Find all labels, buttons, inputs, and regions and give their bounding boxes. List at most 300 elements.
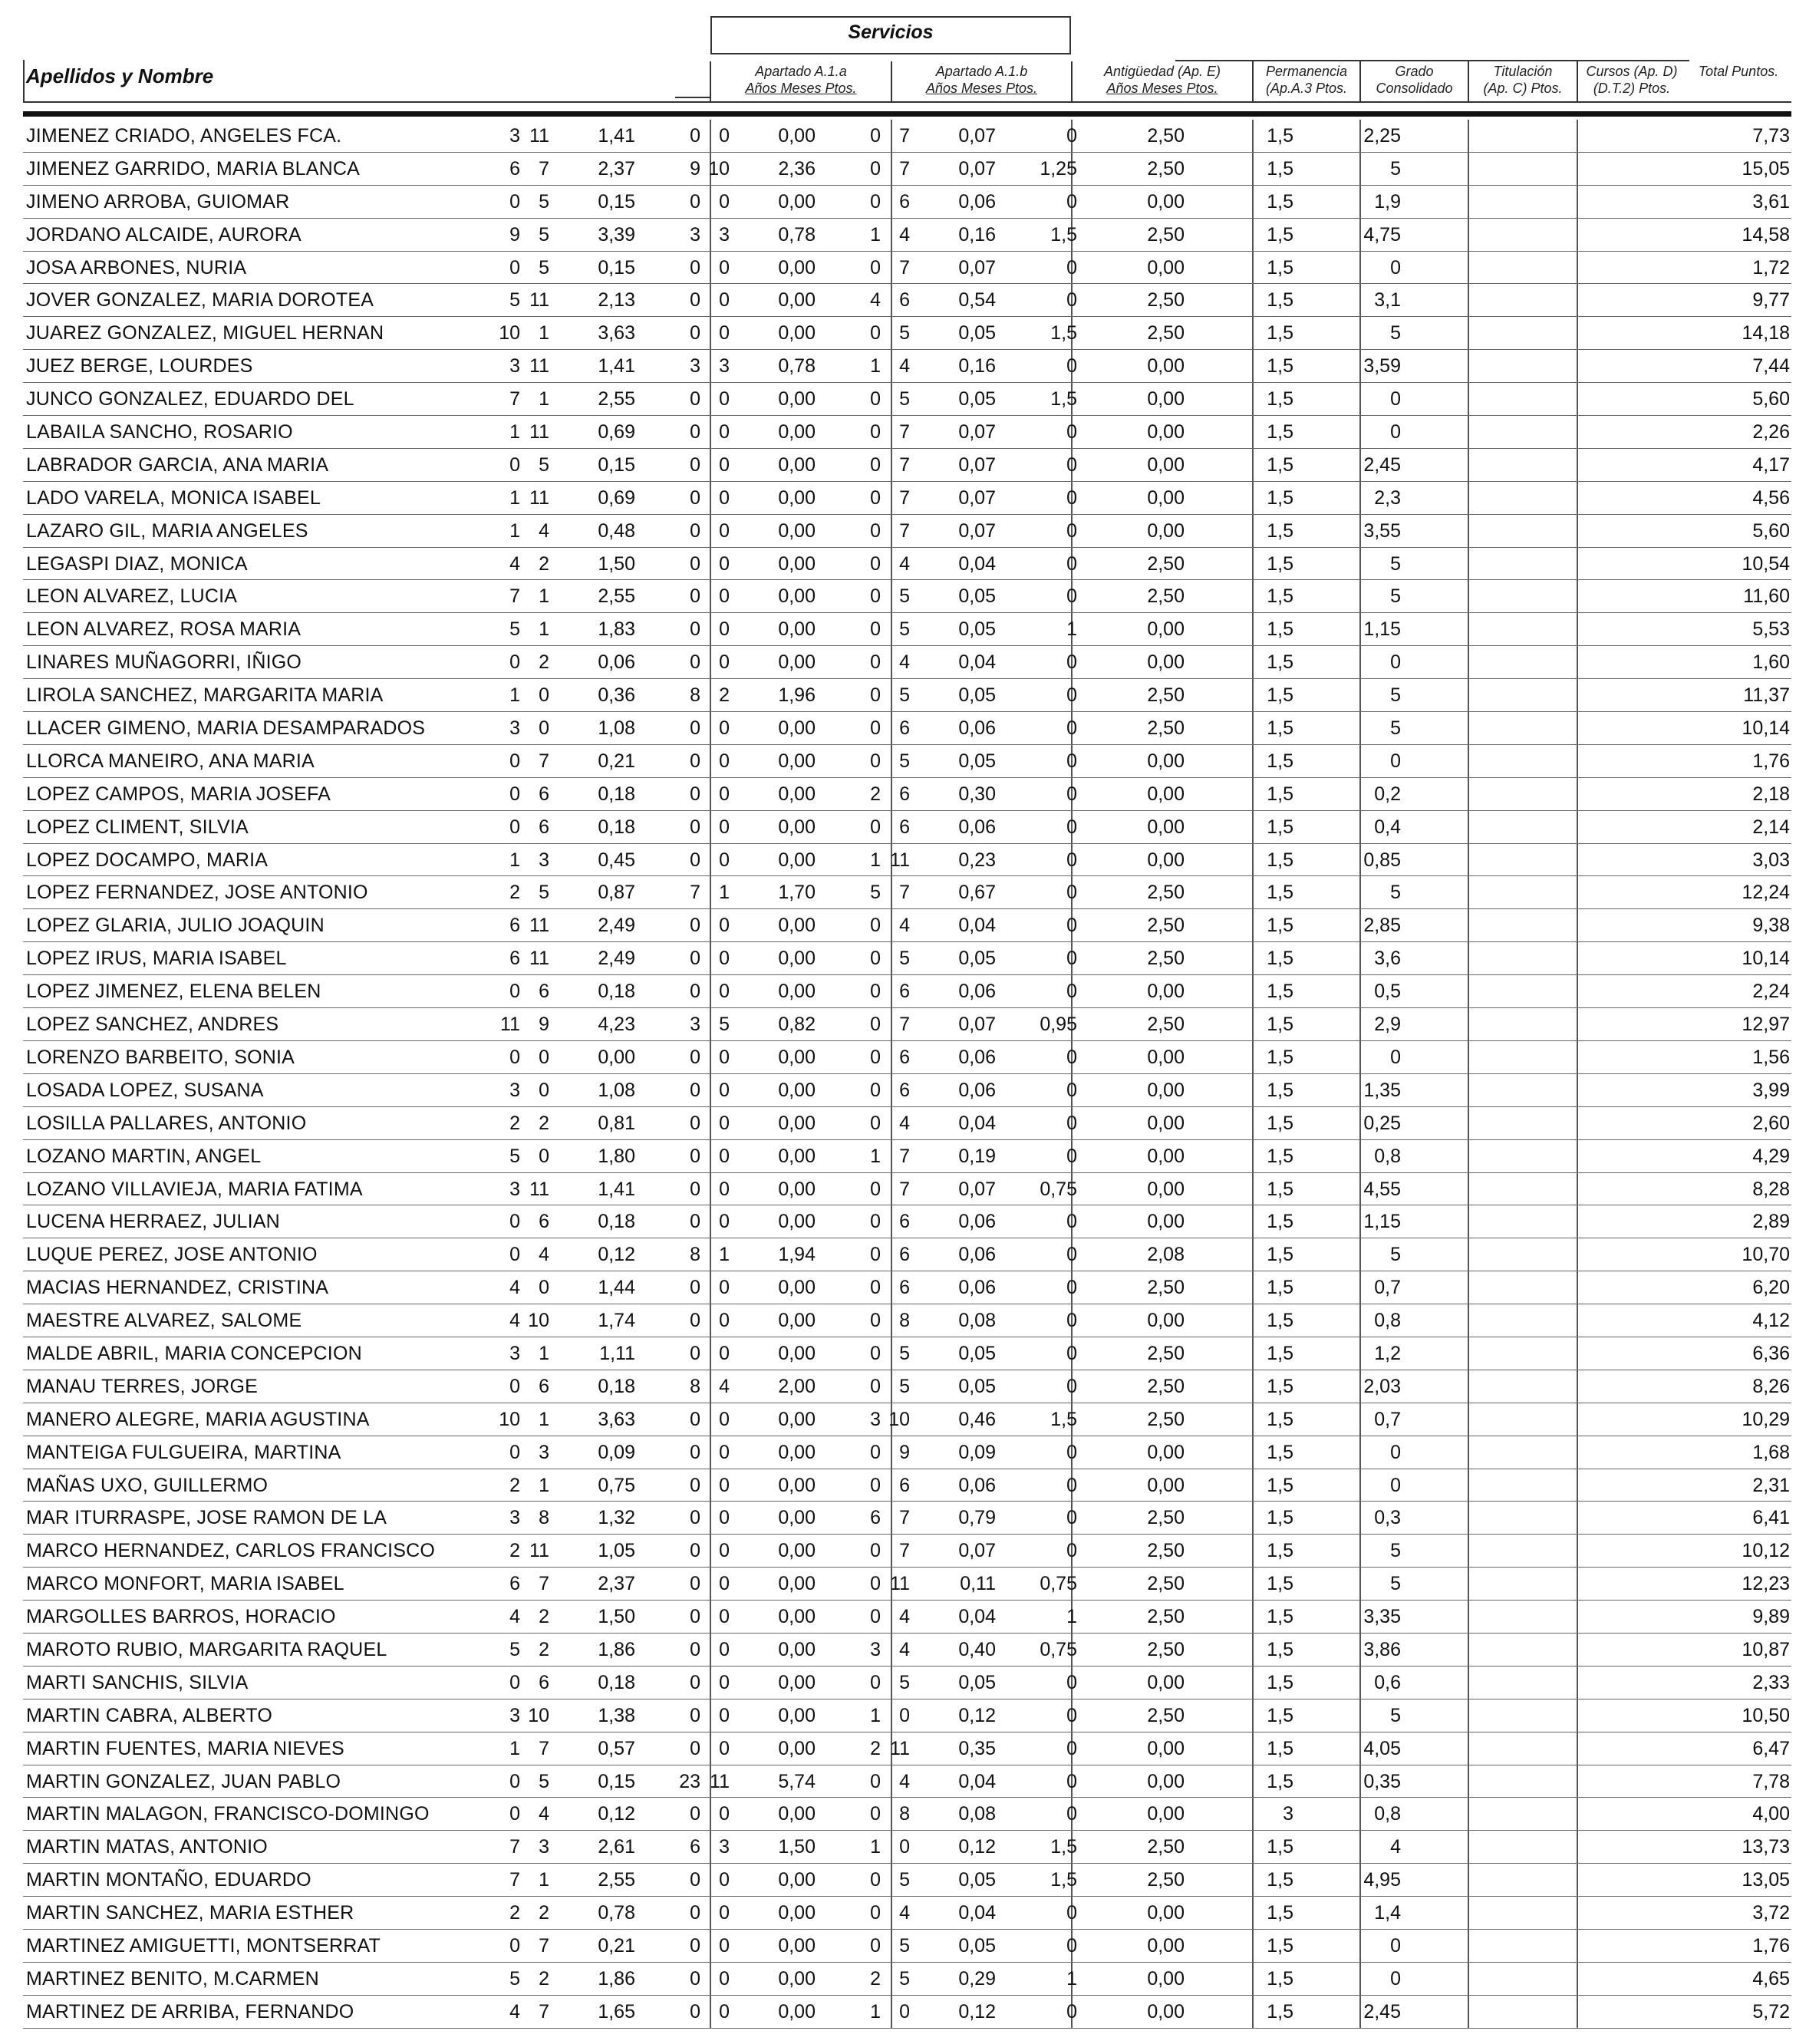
- cell-permanencia: 0: [1066, 816, 1077, 838]
- col-header-apartado-a1a: [711, 63, 891, 103]
- column-divider: [710, 317, 711, 349]
- cell-a1a-points: 0,15: [598, 190, 635, 213]
- cell-titulacion: 1,5: [1267, 882, 1293, 904]
- column-divider: [1359, 909, 1361, 941]
- cell-total: 9,77: [1752, 289, 1790, 312]
- cell-a1b-points: 0,00: [778, 1606, 816, 1628]
- cell-antig-months: 6: [899, 981, 910, 1003]
- column-divider: [710, 120, 711, 152]
- col-header-grado: [1361, 63, 1468, 103]
- column-divider: [1468, 1864, 1469, 1896]
- cell-total: 1,60: [1752, 651, 1790, 674]
- cell-a1b-years: 0: [690, 1573, 700, 1595]
- cell-antig-points: 0,08: [958, 1803, 996, 1825]
- cell-a1b-months: 0: [719, 816, 730, 838]
- column-divider: [1577, 613, 1578, 645]
- column-divider: [710, 1238, 711, 1271]
- table-row: [23, 383, 1791, 416]
- cell-a1b-months: 0: [719, 1310, 730, 1332]
- col-header-titulacion: [1469, 63, 1577, 103]
- cell-cursos: 0: [1390, 1967, 1401, 1990]
- cell-a1a-years: 3: [509, 1342, 520, 1364]
- column-divider: [1252, 383, 1254, 415]
- column-divider: [1577, 1271, 1578, 1304]
- cell-grado: 0,00: [1147, 1934, 1185, 1957]
- cell-a1a-months: 11: [529, 1178, 549, 1200]
- column-divider: [710, 613, 711, 645]
- column-divider: [1359, 1798, 1361, 1830]
- cell-a1a-points: 1,44: [598, 1277, 635, 1299]
- column-divider: [1468, 219, 1469, 251]
- col-header-total: [1686, 63, 1791, 103]
- cell-a1b-points: 0,00: [778, 1934, 816, 1957]
- cell-a1a-points: 0,81: [598, 1112, 635, 1134]
- cell-antig-months: 4: [899, 651, 910, 674]
- cell-antig-points: 0,07: [958, 157, 996, 180]
- table-row: [23, 548, 1791, 581]
- cell-permanencia: 0: [1066, 849, 1077, 871]
- cell-grado: 0,00: [1147, 1310, 1185, 1332]
- cell-name: LOPEZ JIMENEZ, ELENA BELEN: [26, 981, 321, 1003]
- cell-antig-months: 6: [899, 190, 910, 213]
- cell-name: LLORCA MANEIRO, ANA MARIA: [26, 750, 315, 772]
- column-divider: [1577, 482, 1578, 514]
- cell-grado: 0,00: [1147, 651, 1185, 674]
- cell-total: 12,24: [1742, 882, 1790, 904]
- cell-a1b-points: 0,00: [778, 519, 816, 542]
- cell-a1a-months: 6: [539, 981, 549, 1003]
- cell-name: MALDE ABRIL, MARIA CONCEPCION: [26, 1342, 362, 1364]
- cell-grado: 2,50: [1147, 1540, 1185, 1562]
- cell-a1a-years: 0: [509, 256, 520, 279]
- column-divider: [1359, 548, 1361, 580]
- table-row: [23, 1173, 1791, 1206]
- cell-a1b-points: 0,00: [778, 1540, 816, 1562]
- cell-grado: 0,00: [1147, 256, 1185, 279]
- cell-a1a-points: 1,86: [598, 1967, 635, 1990]
- cell-grado: 0,00: [1147, 1079, 1185, 1101]
- cell-antig-years: 0: [870, 1441, 881, 1463]
- cell-a1b-months: 0: [719, 1474, 730, 1496]
- cell-a1b-years: 0: [690, 849, 700, 871]
- cell-total: 10,70: [1742, 1244, 1790, 1266]
- cell-titulacion: 1,5: [1267, 1704, 1293, 1726]
- cell-titulacion: 1,5: [1267, 2000, 1293, 2023]
- column-divider: [891, 1535, 892, 1567]
- cell-a1a-months: 2: [539, 651, 549, 674]
- cell-total: 7,78: [1752, 1770, 1790, 1792]
- column-divider: [1359, 317, 1361, 349]
- column-divider: [1468, 1699, 1469, 1732]
- cell-a1b-months: 0: [719, 1441, 730, 1463]
- table-row: [23, 416, 1791, 449]
- cell-total: 2,26: [1752, 421, 1790, 443]
- cell-a1a-years: 1: [509, 1737, 520, 1759]
- cell-titulacion: 1,5: [1267, 1770, 1293, 1792]
- column-divider: [891, 1436, 892, 1469]
- cell-antig-months: 5: [899, 1934, 910, 1957]
- cell-antig-points: 0,19: [958, 1145, 996, 1167]
- cell-a1a-points: 0,12: [598, 1803, 635, 1825]
- cell-a1b-months: 4: [719, 1375, 730, 1397]
- cell-a1b-months: 0: [719, 1902, 730, 1924]
- cell-antig-years: 0: [870, 1803, 881, 1825]
- column-divider: [891, 1634, 892, 1666]
- column-divider: [1468, 186, 1469, 218]
- column-divider: [1252, 1469, 1254, 1502]
- cell-a1b-points: 0,00: [778, 1310, 816, 1332]
- cell-a1b-points: 0,00: [778, 1671, 816, 1693]
- column-divider: [1252, 1601, 1254, 1633]
- column-divider: [1577, 646, 1578, 678]
- col-header-line2: (D.T.2) Ptos.: [1593, 81, 1671, 96]
- cell-grado: 2,50: [1147, 1014, 1185, 1036]
- cell-permanencia: 0: [1066, 1737, 1077, 1759]
- column-divider: [1468, 844, 1469, 876]
- cell-a1a-months: 1: [539, 388, 549, 410]
- cell-name: JIMENEZ CRIADO, ANGELES FCA.: [26, 125, 342, 147]
- column-divider: [1468, 317, 1469, 349]
- cell-a1a-months: 11: [529, 486, 549, 509]
- column-divider: [710, 1008, 711, 1040]
- column-divider: [891, 153, 892, 185]
- table-row: [23, 1041, 1791, 1074]
- column-divider: [1577, 679, 1578, 711]
- cell-a1a-years: 1: [509, 421, 520, 443]
- table-row: [23, 1897, 1791, 1930]
- column-divider: [1577, 515, 1578, 547]
- cell-a1b-years: 3: [690, 1014, 700, 1036]
- cell-antig-points: 0,05: [958, 1375, 996, 1397]
- cell-antig-months: 4: [899, 223, 910, 246]
- cell-cursos: 0: [1390, 1474, 1401, 1496]
- cell-a1a-months: 1: [539, 322, 549, 345]
- column-divider: [1252, 1304, 1254, 1337]
- cell-a1b-points: 0,00: [778, 1342, 816, 1364]
- cell-cursos: 0: [1390, 750, 1401, 772]
- cell-a1b-years: 0: [690, 1934, 700, 1957]
- cell-a1a-points: 2,55: [598, 388, 635, 410]
- cell-grado: 2,50: [1147, 1869, 1185, 1891]
- cell-a1a-months: 4: [539, 1803, 549, 1825]
- cell-a1a-months: 7: [539, 1934, 549, 1957]
- cell-antig-years: 0: [870, 1606, 881, 1628]
- column-divider: [1252, 1337, 1254, 1370]
- cell-total: 4,29: [1752, 1145, 1790, 1167]
- cell-antig-months: 6: [899, 717, 910, 740]
- cell-a1b-points: 0,00: [778, 1408, 816, 1430]
- cell-antig-points: 0,06: [958, 816, 996, 838]
- column-divider: [1359, 1864, 1361, 1896]
- column-divider: [1468, 482, 1469, 514]
- cell-antig-points: 0,46: [958, 1408, 996, 1430]
- cell-name: MACIAS HERNANDEZ, CRISTINA: [26, 1277, 329, 1299]
- cell-antig-years: 0: [870, 948, 881, 970]
- column-divider: [710, 1864, 711, 1896]
- column-divider: [1577, 1140, 1578, 1172]
- cell-a1b-points: 0,00: [778, 585, 816, 608]
- cell-permanencia: 0: [1066, 585, 1077, 608]
- cell-antig-points: 0,07: [958, 421, 996, 443]
- column-divider: [1577, 1996, 1578, 2028]
- cell-antig-years: 0: [870, 190, 881, 213]
- cell-a1b-points: 0,00: [778, 322, 816, 345]
- column-divider: [710, 350, 711, 382]
- cell-a1a-years: 0: [509, 651, 520, 674]
- cell-a1a-years: 0: [509, 1934, 520, 1957]
- cell-a1a-points: 2,55: [598, 585, 635, 608]
- cell-titulacion: 1,5: [1267, 948, 1293, 970]
- column-divider: [1252, 1765, 1254, 1798]
- table-row: [23, 1403, 1791, 1436]
- cell-total: 5,53: [1752, 618, 1790, 641]
- cell-antig-months: 6: [899, 1079, 910, 1101]
- cell-cursos: 0: [1390, 388, 1401, 410]
- cell-a1a-years: 0: [509, 750, 520, 772]
- cell-permanencia: 1,25: [1040, 157, 1077, 180]
- cell-total: 13,05: [1742, 1869, 1790, 1891]
- column-divider: [1468, 1634, 1469, 1666]
- column-divider: [1359, 383, 1361, 415]
- column-divider: [891, 284, 892, 316]
- cell-cursos: 3,86: [1363, 1638, 1401, 1660]
- name-column-header: Apellidos y Nombre: [26, 64, 214, 87]
- column-divider: [1577, 1205, 1578, 1238]
- column-divider: [1468, 1107, 1469, 1139]
- cell-cursos: 0: [1390, 1441, 1401, 1463]
- cell-name: LOPEZ SANCHEZ, ANDRES: [26, 1014, 279, 1036]
- cell-a1b-points: 0,00: [778, 1046, 816, 1068]
- column-divider: [1577, 975, 1578, 1007]
- cell-a1a-points: 1,38: [598, 1704, 635, 1726]
- column-divider: [1359, 1271, 1361, 1304]
- cell-a1a-points: 0,69: [598, 486, 635, 509]
- cell-antig-points: 0,07: [958, 519, 996, 542]
- cell-antig-years: 0: [870, 585, 881, 608]
- column-divider: [1252, 975, 1254, 1007]
- column-divider: [1252, 186, 1254, 218]
- cell-titulacion: 1,5: [1267, 783, 1293, 805]
- cell-name: MAROTO RUBIO, MARGARITA RAQUEL: [26, 1638, 387, 1660]
- cell-permanencia: 0: [1066, 355, 1077, 377]
- column-divider: [891, 778, 892, 810]
- column-divider: [1252, 1140, 1254, 1172]
- cell-a1b-years: 0: [690, 1507, 700, 1529]
- cell-a1b-months: 0: [719, 486, 730, 509]
- column-divider: [891, 1041, 892, 1073]
- cell-a1a-years: 5: [509, 618, 520, 641]
- cell-cursos: 3,59: [1363, 355, 1401, 377]
- cell-a1a-years: 4: [509, 1310, 520, 1332]
- cell-cursos: 2,3: [1374, 486, 1401, 509]
- cell-permanencia: 0: [1066, 651, 1077, 674]
- cell-a1a-years: 7: [509, 1836, 520, 1858]
- cell-grado: 0,00: [1147, 190, 1185, 213]
- cell-name: MARTINEZ BENITO, M.CARMEN: [26, 1967, 319, 1990]
- cell-permanencia: 0: [1066, 1079, 1077, 1101]
- column-divider: [1252, 1041, 1254, 1073]
- cell-antig-years: 0: [870, 1540, 881, 1562]
- column-divider: [891, 350, 892, 382]
- cell-antig-points: 0,12: [958, 2000, 996, 2023]
- cell-a1b-years: 0: [690, 618, 700, 641]
- cell-permanencia: 0: [1066, 453, 1077, 476]
- cell-a1a-months: 3: [539, 1836, 549, 1858]
- column-divider: [1359, 679, 1361, 711]
- cell-a1a-years: 0: [509, 783, 520, 805]
- cell-name: MARCO HERNANDEZ, CARLOS FRANCISCO: [26, 1540, 436, 1562]
- cell-antig-years: 0: [870, 684, 881, 707]
- cell-a1a-points: 2,13: [598, 289, 635, 312]
- column-divider: [1468, 679, 1469, 711]
- cell-permanencia: 0: [1066, 1671, 1077, 1693]
- cell-a1b-months: 0: [719, 453, 730, 476]
- cell-permanencia: 0: [1066, 1112, 1077, 1134]
- cell-a1b-points: 0,00: [778, 2000, 816, 2023]
- cell-grado: 0,00: [1147, 1671, 1185, 1693]
- cell-a1a-points: 0,18: [598, 1671, 635, 1693]
- cell-total: 13,73: [1742, 1836, 1790, 1858]
- table-row: [23, 284, 1791, 317]
- column-divider: [1359, 1370, 1361, 1403]
- column-divider: [1468, 1370, 1469, 1403]
- column-divider: [710, 1634, 711, 1666]
- cell-a1a-points: 1,32: [598, 1507, 635, 1529]
- cell-cursos: 5: [1390, 585, 1401, 608]
- table-row: [23, 1436, 1791, 1469]
- cell-a1a-years: 0: [509, 190, 520, 213]
- cell-a1a-months: 11: [529, 125, 549, 147]
- cell-antig-points: 0,11: [960, 1573, 996, 1595]
- cell-grado: 0,00: [1147, 486, 1185, 509]
- cell-a1b-points: 0,00: [778, 849, 816, 871]
- cell-a1b-months: 0: [719, 717, 730, 740]
- cell-grado: 0,00: [1147, 1967, 1185, 1990]
- column-divider: [1468, 1304, 1469, 1337]
- cell-cursos: 3,6: [1374, 948, 1401, 970]
- column-divider: [1359, 1337, 1361, 1370]
- cell-cursos: 3,1: [1374, 289, 1401, 312]
- cell-grado: 0,00: [1147, 1770, 1185, 1792]
- column-divider: [1359, 613, 1361, 645]
- cell-titulacion: 1,5: [1267, 1145, 1293, 1167]
- cell-name: LIROLA SANCHEZ, MARGARITA MARIA: [26, 684, 384, 707]
- cell-titulacion: 1,5: [1267, 1507, 1293, 1529]
- cell-a1b-months: 3: [719, 355, 730, 377]
- cell-a1a-months: 0: [539, 1145, 549, 1167]
- column-divider: [891, 548, 892, 580]
- cell-grado: 2,50: [1147, 915, 1185, 937]
- cell-antig-years: 1: [870, 355, 881, 377]
- cell-cursos: 0,85: [1363, 849, 1401, 871]
- cell-antig-months: 6: [899, 1277, 910, 1299]
- table-row: [23, 646, 1791, 679]
- cell-a1a-months: 6: [539, 1375, 549, 1397]
- cell-antig-years: 0: [870, 125, 881, 147]
- cell-a1b-months: 0: [719, 948, 730, 970]
- cell-antig-months: 5: [899, 1375, 910, 1397]
- cell-antig-months: 7: [899, 125, 910, 147]
- header-thick-rule: [23, 111, 1791, 117]
- column-divider: [1468, 1140, 1469, 1172]
- cell-a1b-points: 0,00: [778, 1178, 816, 1200]
- cell-a1b-points: 0,00: [778, 1573, 816, 1595]
- column-divider: [1577, 1469, 1578, 1502]
- cell-total: 8,28: [1752, 1178, 1790, 1200]
- cell-a1b-points: 0,00: [778, 190, 816, 213]
- cell-name: MAR ITURRASPE, JOSE RAMON DE LA: [26, 1507, 387, 1529]
- cell-permanencia: 0: [1066, 750, 1077, 772]
- cell-a1b-months: 0: [719, 1934, 730, 1957]
- column-divider: [1359, 1304, 1361, 1337]
- column-divider: [1577, 1798, 1578, 1830]
- column-divider: [1468, 1996, 1469, 2028]
- cell-a1b-points: 0,00: [778, 388, 816, 410]
- cell-grado: 2,08: [1147, 1244, 1185, 1266]
- col-header-line2: Consolidado: [1376, 81, 1453, 96]
- cell-grado: 0,00: [1147, 1474, 1185, 1496]
- column-divider: [710, 778, 711, 810]
- cell-a1b-years: 0: [690, 1638, 700, 1660]
- column-divider: [1359, 1008, 1361, 1040]
- cell-cursos: 5: [1390, 684, 1401, 707]
- cell-a1b-months: 0: [719, 1704, 730, 1726]
- cell-antig-years: 0: [870, 1211, 881, 1233]
- cell-a1a-points: 0,69: [598, 421, 635, 443]
- cell-a1b-points: 0,00: [778, 717, 816, 740]
- cell-permanencia: 1,5: [1050, 322, 1077, 345]
- cell-a1a-months: 1: [539, 618, 549, 641]
- cell-antig-months: 5: [899, 1869, 910, 1891]
- cell-total: 2,14: [1752, 816, 1790, 838]
- cell-grado: 0,00: [1147, 1737, 1185, 1759]
- cell-a1b-years: 0: [690, 322, 700, 345]
- column-divider: [1468, 909, 1469, 941]
- column-divider: [1359, 1403, 1361, 1436]
- cell-a1a-months: 1: [539, 1408, 549, 1430]
- cell-a1a-points: 0,78: [598, 1902, 635, 1924]
- cell-titulacion: 1,5: [1267, 1178, 1293, 1200]
- cell-name: LOPEZ IRUS, MARIA ISABEL: [26, 948, 287, 970]
- column-divider: [1577, 1897, 1578, 1929]
- cell-name: LOSADA LOPEZ, SUSANA: [26, 1079, 264, 1101]
- col-header-line1: Apartado A.1.a: [755, 64, 847, 79]
- column-divider: [1468, 1436, 1469, 1469]
- cell-grado: 2,50: [1147, 882, 1185, 904]
- cell-cursos: 0: [1390, 256, 1401, 279]
- column-divider: [1577, 383, 1578, 415]
- scores-table: [23, 120, 1791, 2029]
- cell-titulacion: 3: [1283, 1803, 1293, 1825]
- column-divider: [1252, 1897, 1254, 1929]
- column-divider: [891, 580, 892, 612]
- cell-antig-points: 0,05: [958, 1869, 996, 1891]
- cell-antig-years: 0: [870, 816, 881, 838]
- cell-titulacion: 1,5: [1267, 289, 1293, 312]
- col-header-line1: Total Puntos.: [1698, 64, 1779, 79]
- column-divider: [891, 449, 892, 481]
- cell-a1b-months: 0: [719, 750, 730, 772]
- cell-a1b-years: 0: [690, 552, 700, 575]
- cell-antig-months: 0: [899, 1836, 910, 1858]
- column-divider: [891, 416, 892, 448]
- cell-a1a-months: 10: [528, 1704, 549, 1726]
- column-divider: [710, 1469, 711, 1502]
- cell-a1b-months: 0: [719, 1408, 730, 1430]
- cell-a1b-points: 0,00: [778, 1441, 816, 1463]
- cell-titulacion: 1,5: [1267, 1737, 1293, 1759]
- cell-antig-years: 0: [870, 1079, 881, 1101]
